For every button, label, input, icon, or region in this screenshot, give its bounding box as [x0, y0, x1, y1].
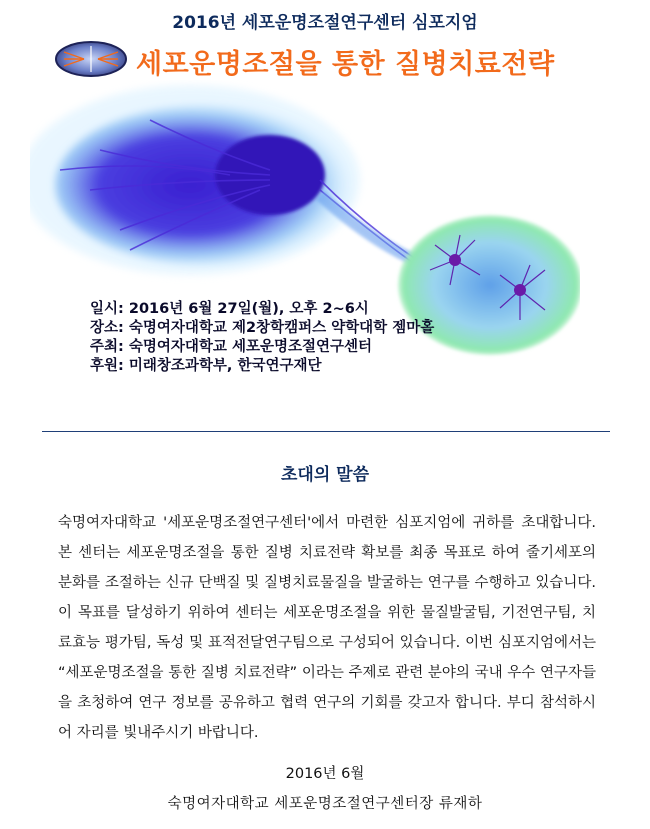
- invitation-heading: 초대의 말씀: [280, 465, 370, 485]
- center-logo: [54, 40, 128, 78]
- event-datetime: 일시: 2016년 6월 27일(월), 오후 2~6시: [90, 301, 369, 317]
- invitation-body: 숙명여자대학교 '세포운명조절연구센터'에서 마련한 심포지엄에 귀하를 초대합니다. 본 센터는 세포운명조절을 통한 질병 치료전략 확보를 최종 목표로 하여 줄기세포의 분화를 조절하는 신규 단백질 및 질병치료물질을 발굴하는 연구를 수행하고 있습니다. 이 목표를 달성하기 위하여 센터는 세포운명조절을 위한 물질발굴팀, 기전연구팀, 치료효능 평가팀, 독성 및 표적전달연구팀으로 구성되어 있습니다. 이번 심포지엄에서는 “세포운명조절을 통한 질병 치료전략” 이라는 주제로 관련 분야의 국내 우수 연구자들을 초청하여 연구 정보를 공유하고 협력 연구의 기회를 갖고자 합니다. 부디 참석하시어 자리를 빛내주시기 바랍니다.: [58, 515, 596, 741]
- signature-name: 숙명여자대학교 세포운명조절연구센터장 류재하: [167, 796, 483, 812]
- event-info: [90, 300, 434, 376]
- event-sponsor: 후원: 미래창조과학부, 한국연구재단: [90, 358, 322, 374]
- section-divider: [42, 431, 610, 432]
- symposium-title: 세포운명조절을 통한 질병치료전략: [136, 49, 555, 80]
- event-host: 주최: 숙명여자대학교 세포운명조절연구센터: [90, 339, 373, 355]
- symposium-subtitle: 2016년 세포운명조절연구센터 심포지엄: [172, 13, 478, 33]
- signature-date: 2016년 6월: [285, 766, 365, 782]
- event-venue: 장소: 숙명여자대학교 제2창학캠퍼스 약학대학 젬마홀: [90, 320, 435, 336]
